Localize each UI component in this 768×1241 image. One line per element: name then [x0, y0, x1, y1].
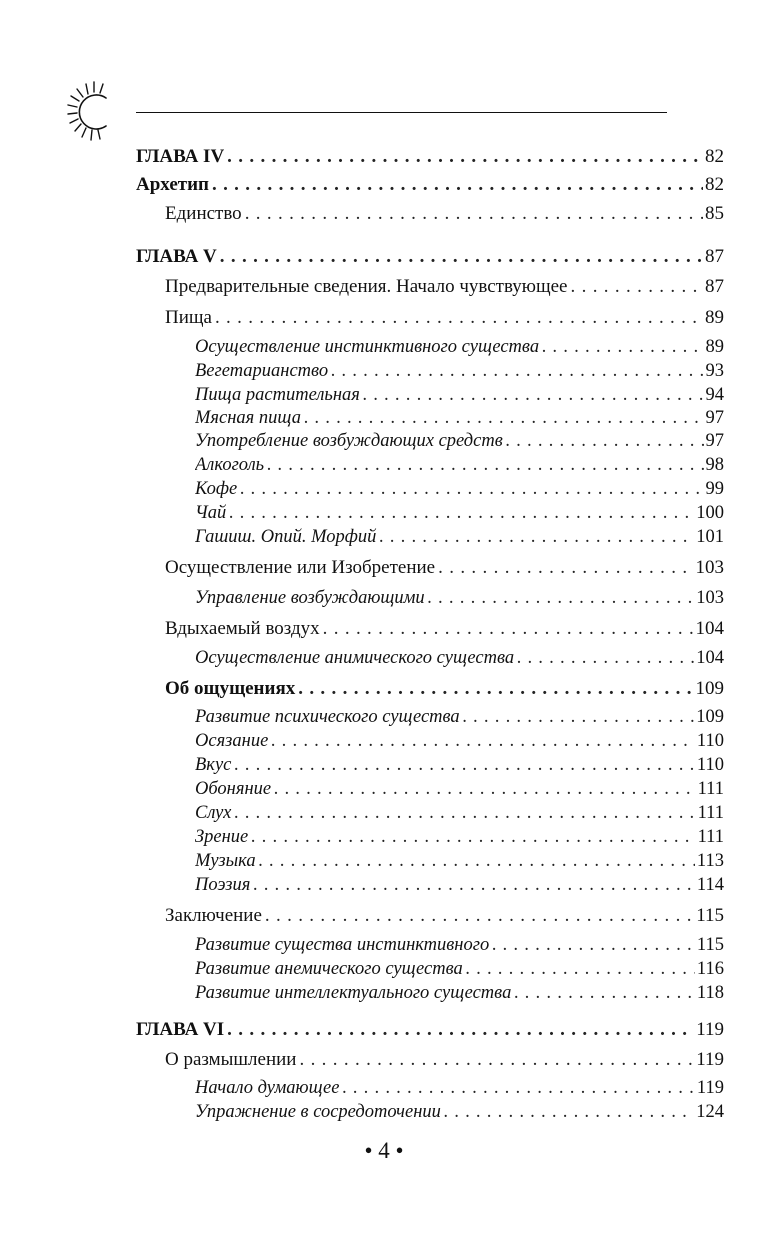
toc-subentry	[195, 479, 724, 500]
toc-subentry	[195, 503, 724, 524]
toc-entry-title: О размышлении	[165, 1049, 297, 1070]
toc-entry-title: Заключение	[165, 905, 262, 926]
toc-leader-dots	[444, 1102, 694, 1123]
toc-leader-dots	[265, 905, 694, 927]
toc-entry-page: 119	[696, 1019, 724, 1040]
toc-entry-page: 113	[696, 851, 724, 871]
toc-leader-dots	[463, 707, 695, 728]
toc-leader-dots	[323, 618, 694, 640]
header-rule	[136, 112, 667, 113]
toc-leader-dots	[253, 875, 695, 896]
toc-entry-title: Развитие интеллектуального существа	[195, 983, 512, 1003]
toc-entry-title: Слух	[195, 803, 232, 823]
toc-subentry	[195, 827, 724, 848]
toc-leader-dots	[342, 1078, 694, 1099]
toc-entry-title: Осязание	[195, 731, 269, 751]
toc-leader-dots	[331, 361, 703, 382]
toc-entry-title: Развитие анемического существа	[195, 959, 463, 979]
toc-entry-title: Осуществление анимического существа	[195, 648, 515, 668]
toc-entry-title: Гашиш. Опий. Морфий	[195, 527, 377, 547]
toc-entry-page: 110	[696, 755, 724, 775]
toc-leader-dots	[492, 935, 695, 956]
toc-entry-title: Вдыхаемый воздух	[165, 618, 320, 639]
toc-entry-title: Развитие психического существа	[195, 707, 460, 727]
toc-entry	[165, 307, 724, 329]
toc-subentry	[195, 803, 724, 824]
toc-leader-dots	[229, 503, 694, 524]
toc-entry-chapter	[136, 146, 724, 168]
toc-leader-dots	[428, 588, 695, 609]
toc-subentry	[195, 983, 724, 1004]
toc-entry-page: 93	[705, 361, 724, 381]
toc-entry-page: 119	[696, 1049, 724, 1070]
toc-subentry	[195, 431, 724, 452]
toc-subentry	[195, 1078, 724, 1099]
toc-entry-page: 82	[705, 174, 724, 195]
toc-leader-dots	[438, 557, 693, 579]
toc-leader-dots	[271, 731, 695, 752]
toc-entry	[165, 203, 724, 225]
toc-subentry	[195, 337, 724, 358]
toc-leader-dots	[274, 779, 696, 800]
toc-subentry	[195, 1102, 724, 1123]
toc-leader-dots	[466, 959, 695, 980]
toc-entry-page: 109	[695, 678, 724, 699]
toc-subentry	[195, 959, 724, 980]
toc-entry	[165, 905, 724, 927]
toc-subentry	[195, 588, 724, 609]
toc-leader-dots	[517, 648, 694, 669]
toc-leader-dots	[299, 1049, 694, 1071]
toc-entry-title: Чай	[195, 503, 227, 523]
toc-entry-title: ГЛАВА V	[136, 246, 217, 267]
toc-entry-page: 111	[697, 803, 724, 823]
toc-entry-page: 103	[696, 588, 724, 608]
toc-entry-title: Архетип	[136, 174, 209, 195]
toc-entry-page: 111	[697, 827, 724, 847]
toc-subentry	[195, 731, 724, 752]
toc-leader-dots	[379, 527, 694, 548]
toc-entry-page: 89	[705, 337, 724, 357]
toc-leader-dots	[234, 803, 695, 824]
toc-entry-title: Музыка	[195, 851, 256, 871]
toc-entry	[136, 174, 724, 196]
toc-entry-title: ГЛАВА IV	[136, 146, 225, 167]
toc-entry-page: 82	[705, 146, 724, 167]
toc-subentry	[195, 648, 724, 669]
toc-entry-title: Вегетарианство	[195, 361, 329, 381]
toc-entry-page: 101	[696, 527, 724, 547]
toc-entry-page: 89	[705, 307, 724, 328]
toc-entry-title: Вкус	[195, 755, 232, 775]
toc-entry-title: Пища	[165, 307, 212, 328]
toc-entry-title: Алкоголь	[195, 455, 265, 475]
toc-entry-page: 119	[696, 1078, 724, 1098]
toc-leader-dots	[234, 755, 695, 776]
toc-subentry	[195, 755, 724, 776]
toc-entry-page: 87	[705, 276, 724, 297]
toc-entry-title: Управление возбуждающими	[195, 588, 425, 608]
toc-entry-chapter	[136, 246, 724, 268]
toc-entry	[165, 557, 724, 579]
toc-entry-page: 100	[696, 503, 724, 523]
toc-entry-page: 124	[696, 1102, 724, 1122]
toc-subentry	[195, 707, 724, 728]
toc-entry-page: 109	[696, 707, 724, 727]
toc-entry-page: 104	[696, 648, 724, 668]
toc-leader-dots	[571, 276, 704, 298]
toc-leader-dots	[542, 337, 703, 358]
toc-entry-title: Предварительные сведения. Начало чувствующее	[165, 276, 568, 297]
toc-entry-page: 87	[705, 246, 724, 267]
toc-leader-dots	[267, 455, 703, 476]
toc-entry	[165, 276, 724, 298]
toc-leader-dots	[212, 174, 703, 196]
toc-entry-title: ГЛАВА VI	[136, 1019, 225, 1040]
toc-entry	[165, 1049, 724, 1071]
toc-entry-page: 97	[705, 408, 724, 428]
toc-entry-page: 98	[705, 455, 724, 475]
toc-entry-page: 111	[697, 779, 724, 799]
toc-leader-dots	[514, 983, 695, 1004]
toc-leader-dots	[220, 246, 703, 268]
toc-entry-page: 116	[696, 959, 724, 979]
page-number: • 4 •	[364, 1138, 404, 1163]
toc-entry-page: 110	[696, 731, 724, 751]
toc-entry-page: 94	[705, 385, 724, 405]
toc-entry-title: Начало думающее	[195, 1078, 340, 1098]
toc-entry-page: 85	[705, 203, 724, 224]
toc-leader-dots	[240, 479, 703, 500]
toc-entry-title: Мясная пища	[195, 408, 302, 428]
toc-subentry	[195, 875, 724, 896]
toc-subentry	[195, 408, 724, 429]
toc-subentry	[195, 455, 724, 476]
toc-entry-page: 114	[696, 875, 724, 895]
toc-leader-dots	[363, 385, 704, 406]
toc-entry-page: 104	[695, 618, 724, 639]
toc-entry-page: 103	[695, 557, 724, 578]
toc-entry-title: Зрение	[195, 827, 249, 847]
toc-leader-dots	[227, 1019, 694, 1041]
toc-entry-title: Об ощущениях	[165, 678, 296, 699]
toc-leader-dots	[304, 408, 703, 429]
toc-leader-dots	[227, 146, 703, 168]
toc-subentry	[195, 385, 724, 406]
toc-entry-page: 118	[696, 983, 724, 1003]
toc-subentry	[195, 935, 724, 956]
toc-entry-title: Осуществление или Изобретение	[165, 557, 436, 578]
toc-entry	[165, 678, 724, 700]
toc-entry-title: Поэзия	[195, 875, 251, 895]
toc-entry	[165, 618, 724, 640]
toc-entry-page: 97	[705, 431, 724, 451]
toc-leader-dots	[215, 307, 703, 329]
toc-leader-dots	[251, 827, 695, 848]
toc-entry-title: Единство	[165, 203, 242, 224]
toc-entry-title: Осуществление инстинктивного существа	[195, 337, 540, 357]
toc-entry-title: Употребление возбуждающих средств	[195, 431, 503, 451]
toc-leader-dots	[245, 203, 703, 225]
toc-subentry	[195, 527, 724, 548]
toc-entry-page: 115	[696, 905, 724, 926]
toc-entry-chapter	[136, 1019, 724, 1041]
toc-entry-title: Развитие существа инстинктивного	[195, 935, 490, 955]
toc-leader-dots	[506, 431, 704, 452]
toc-leader-dots	[259, 851, 695, 872]
toc-leader-dots	[298, 678, 693, 700]
toc-entry-title: Обоняние	[195, 779, 272, 799]
toc-subentry	[195, 779, 724, 800]
toc-entry-page: 99	[705, 479, 724, 499]
toc-entry-page: 115	[696, 935, 724, 955]
sun-logo-icon	[66, 76, 126, 146]
toc-entry-title: Кофе	[195, 479, 238, 499]
toc-entry-title: Пища растительная	[195, 385, 360, 405]
toc-subentry	[195, 851, 724, 872]
toc-subentry	[195, 361, 724, 382]
toc-entry-title: Упражнение в сосредоточении	[195, 1102, 441, 1122]
